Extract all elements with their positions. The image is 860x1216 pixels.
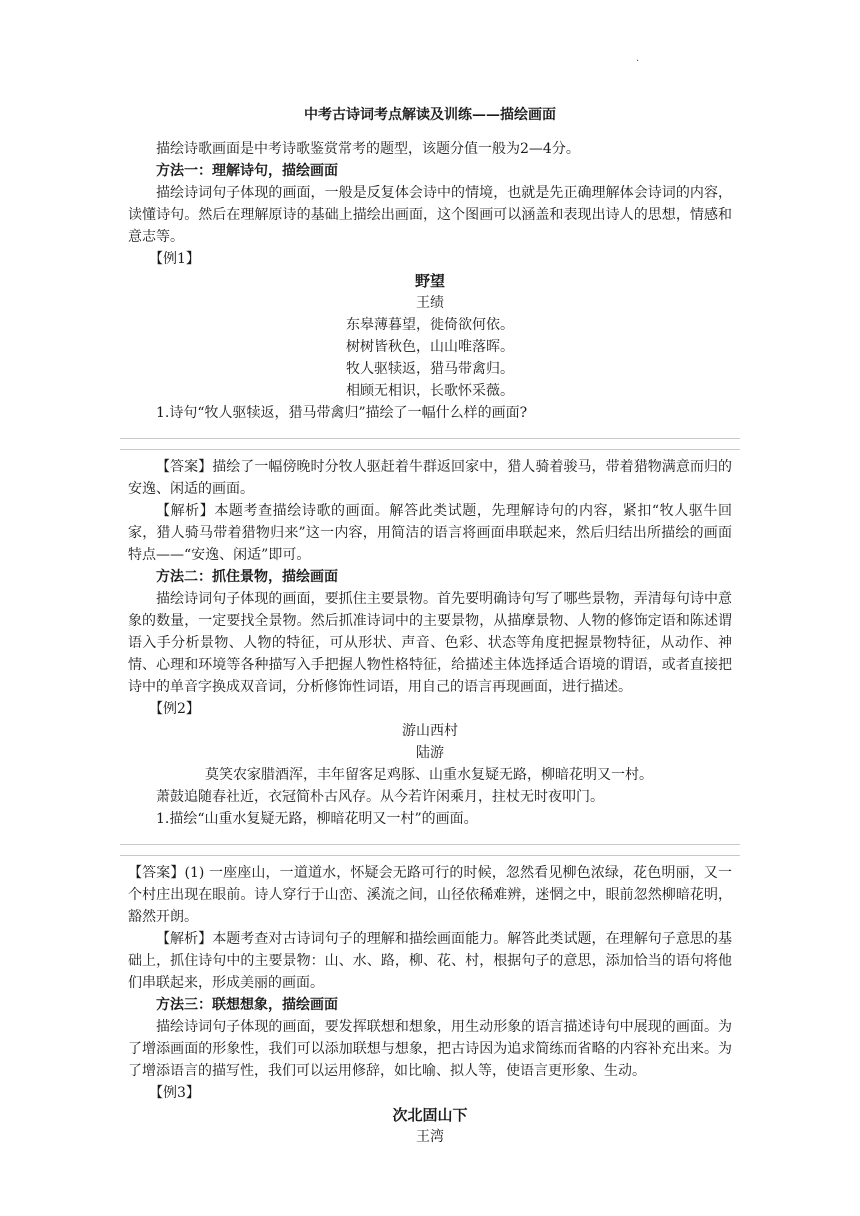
intro-paragraph: 描绘诗歌画面是中考诗歌鉴赏常考的题型，该题分值一般为2—4分。 [156,141,580,157]
answer-line [120,424,740,439]
method2-heading: 方法二：抓住景物，描绘画面 [156,569,338,585]
example2-question: 1.描绘“山重水复疑无路，柳暗花明又一村”的画面。 [156,811,478,827]
header-mark: · [636,56,640,67]
example2-label: 【例2】 [149,701,200,717]
poem2-author: 陆游 [416,745,444,761]
poem3-author: 王湾 [416,1129,444,1145]
example3-label: 【例3】 [149,1085,200,1101]
answer-line [120,830,740,845]
example1-question: 1.诗句“牧人驱犊返，猎马带禽归”描绘了一幅什么样的画面? [156,405,528,421]
poem1-line: 牧人驱犊返，猎马带禽归。 [346,361,514,377]
poem1-line: 东皋薄暮望，徙倚欲何依。 [346,317,514,333]
poem2-title: 游山西村 [402,723,458,739]
poem1-author: 王绩 [416,295,444,311]
answer-line [120,845,740,856]
poem3-title: 次北固山下 [392,1106,468,1124]
method3-body: 描绘诗词句子体现的画面，要发挥联想和想象，用生动形象的语言描述诗句中展现的画面。为了增添画面的形象性，我们可以添加联想与想象，把古诗因为追求简练而省略的内容补充出来。为了增添语言的描写性，我们可以运用修辞，如比喻、拟人等，使语言更形象、生动。 [128,1019,732,1079]
poem2-line: 莫笑农家腊酒浑，丰年留客足鸡豚、山重水复疑无路，柳暗花明又一村。 [205,767,653,783]
poem1-line: 相顾无相识，长歌怀采薇。 [346,383,514,399]
document-body [128,100,732,1148]
example1-label: 【例1】 [149,251,200,267]
document-title: 中考古诗词考点解读及训练——描绘画面 [304,107,556,123]
poem2-line: 萧鼓追随春社近，衣冠简朴古风存。从今若许闲乘月，拄杖无时夜叩门。 [156,789,604,805]
poem1-title: 野望 [414,272,445,290]
poem1-line: 树树皆秋色，山山唯落晖。 [346,339,514,355]
example1-analysis: 【解析】本题考查描绘诗歌的画面。解答此类试题，先理解诗句的内容，紧扣“牧人驱牛回家，猎人骑马带着猎物归来”这一内容，用简洁的语言将画面串联起来，然后归结出所描绘的画面特点——“安逸、闲适”即可。 [128,503,732,563]
example1-answer: 【答案】描绘了一幅傍晚时分牧人驱赶着牛群返回家中，猎人骑着骏马，带着猎物满意而归的安逸、闲适的画面。 [128,459,732,497]
example2-answer: 【答案】(1) 一座座山，一道道水，怀疑会无路可行的时候，忽然看见柳色浓绿，花色明丽，又一个村庄出现在眼前。诗人穿行于山峦、溪流之间，山径依稀难辨，迷惘之中，眼前忽然柳暗花明，豁然开朗。 [128,865,732,925]
example2-analysis: 【解析】本题考查对古诗词句子的理解和描绘画面能力。解答此类试题，在理解句子意思的基础上，抓住诗句中的主要景物：山、水、路，柳、花、村，根据句子的意思，添加恰当的语句将他们串联起来，形成美丽的画面。 [128,931,732,991]
answer-line [120,439,740,450]
method1-heading: 方法一：理解诗句，描绘画面 [156,163,338,179]
method2-body: 描绘诗词句子体现的画面，要抓住主要景物。首先要明确诗句写了哪些景物，弄清每句诗中意象的数量，一定要找全景物。然后抓准诗词中的主要景物，从描摩景物、人物的修饰定语和陈述谓语入手分析景物、人物的特征，可从形状、声音、色彩、状态等角度把握景物特征，从动作、神情、心理和环境等各种描写入手把握人物性格特征，给描述主体选择适合语境的谓语，或者直接把诗中的单音字换成双音词，分析修饰性词语，用自己的语言再现画面，进行描述。 [128,591,732,695]
method3-heading: 方法三：联想想象，描绘画面 [156,997,338,1013]
method1-body: 描绘诗词句子体现的画面，一般是反复体会诗中的情境，也就是先正确理解体会诗词的内容，读懂诗句。然后在理解原诗的基础上描绘出画面，这个图画可以涵盖和表现出诗人的思想，情感和意志等。 [128,185,732,245]
